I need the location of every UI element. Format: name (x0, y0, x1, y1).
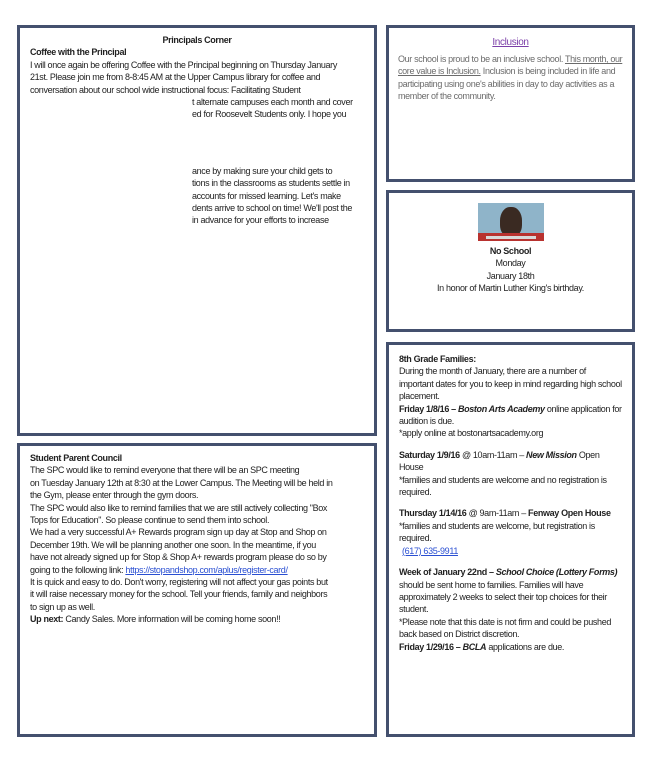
event-school-choice: Week of January 22nd – School Choice (Lottery Forms) should be sent home to families. Families will have approximately 2 weeks to select their top choices for their student. (399, 567, 618, 615)
coffee-partial-line-2: ed for Roosevelt Students only. I hope you (192, 109, 347, 120)
event-newmission: Saturday 1/9/16 @ 10am-11am – New Mission Open House (399, 449, 600, 473)
event-fenway-note: *families and students are welcome, but registration is required. (399, 520, 595, 544)
fenway-phone-link[interactable]: (617) 635-9911 (402, 545, 458, 556)
spc-heading: Student Parent Council (30, 453, 122, 463)
inclusion-panel (386, 25, 635, 182)
attendance-partial-line-1: ance by making sure your child gets to (192, 165, 333, 176)
event-bcla: Friday 1/29/16 – BCLA applications are due. (399, 641, 565, 652)
no-school-panel (386, 190, 635, 332)
spc-line-9: It is quick and easy to do. Don't worry, registering will not affect your gas points but (30, 577, 328, 588)
coffee-partial-line-1: t alternate campuses each month and cover (192, 97, 353, 108)
spc-line-8: have not already signed up for Stop & Shop A+ rewards program please do so by (30, 552, 327, 563)
attendance-partial-line-3: accounts for missed learning. Let's make (192, 190, 341, 201)
no-school-note: In honor of Martin Luther King's birthday. (437, 283, 584, 294)
coffee-line-2: 21st. Please join me from 8-8:45 AM at the Upper Campus library for coffee and (30, 72, 321, 83)
event-newmission-note: *families and students are welcome and no registration is required. (399, 474, 607, 498)
mlk-portrait-image (478, 203, 544, 241)
no-school-date: January 18th (486, 270, 535, 281)
event-bostonarts-note: *apply online at bostonartsacademy.org (399, 428, 544, 439)
principals-corner-panel (17, 25, 377, 436)
event-school-choice-note: *Please note that this date is not firm and could be pushed back based on District discretion. (399, 616, 612, 640)
no-school-title: No School (489, 246, 532, 256)
attendance-partial-line-5: in advance for your efforts to increase (192, 215, 329, 226)
grade8-heading: 8th Grade Families: (399, 354, 476, 364)
spc-line-6: We had a very successful A+ Rewards program sign up day at Stop and Shop on (30, 527, 327, 538)
inclusion-core-value-link[interactable]: This month, our core value is Inclusion. (398, 53, 623, 77)
spc-line-5: Tops for Education". So please continue to send them into school. (30, 515, 270, 526)
inclusion-text: Our school is proud to be an inclusive school. This month, our core value is Inclusion. Inclusion is being included in life and participating using one's abilities in day to day activities as a member of the community. (398, 53, 623, 102)
spc-line-1: The SPC would like to remind everyone that there will be an SPC meeting (30, 465, 300, 476)
spc-line-4: The SPC would also like to remind families that we are still actively collecting "Box (30, 502, 328, 513)
coffee-subheading: Coffee with the Principal (30, 47, 127, 58)
event-bostonarts: Friday 1/8/16 – Boston Arts Academy online application for audition is due. (399, 403, 622, 427)
no-school-day: Monday (495, 258, 526, 269)
spc-line-2: on Tuesday January 12th at 8:30 at the Lower Campus. The Meeting will be held in (30, 477, 333, 488)
coffee-line-1: I will once again be offering Coffee with the Principal beginning on Thursday January (30, 59, 337, 70)
student-parent-council-panel (17, 443, 377, 737)
spc-line-11: to sign up as well. (30, 601, 95, 612)
attendance-partial-line-4: dents arrive to school on time! We'll post the (192, 203, 353, 214)
principals-corner-heading: Principals Corner (162, 35, 232, 45)
attendance-partial-line-2: tions in the classrooms as students settle in (192, 178, 350, 189)
event-fenway: Thursday 1/14/16 @ 9am-11am – Fenway Open House (399, 508, 611, 519)
eighth-grade-panel (386, 342, 635, 737)
spc-line-3: the Gym, please enter through the gym doors. (30, 490, 199, 501)
spc-up-next: Up next: Candy Sales. More information will be coming home soon!! (30, 614, 281, 625)
grade8-intro: During the month of January, there are a number of important dates for you to keep in mind regarding high school placement. (399, 366, 622, 402)
spc-link-line: going to the following link: https://stopandshop.com/aplus/register-card/ (30, 564, 288, 575)
inclusion-title[interactable]: Inclusion (492, 37, 529, 48)
stop-and-shop-register-link[interactable]: https://stopandshop.com/aplus/register-card/ (125, 564, 288, 575)
spc-line-10: it will raise necessary money for the school. Tell your friends, family and neighbors (30, 589, 328, 600)
spc-line-7: December 19th. We will be planning another one soon. In the meantime, if you (30, 539, 316, 550)
coffee-line-3: conversation about our school wide instructional focus: Facilitating Student (30, 84, 301, 95)
